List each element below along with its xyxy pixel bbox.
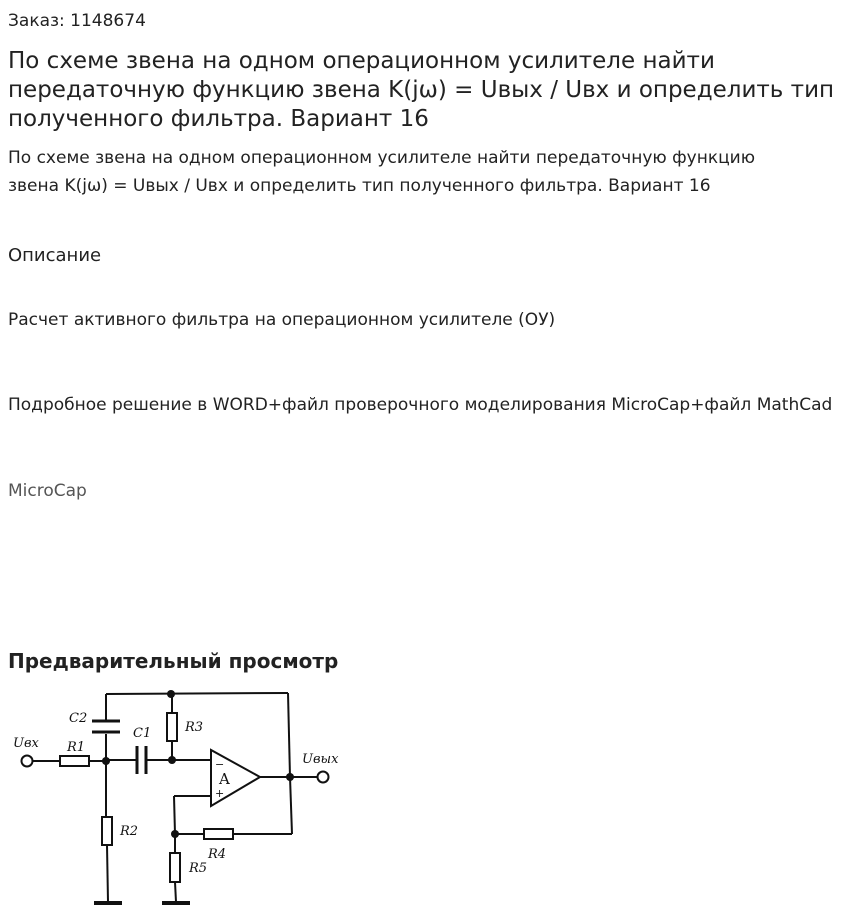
label-r1: R1 — [67, 740, 86, 755]
label-r3: R3 — [185, 720, 204, 735]
resistor-r1 — [60, 756, 89, 766]
resistor-r3 — [167, 713, 177, 741]
description-paragraph-calculation: Расчет активного фильтра на операционном усилителе (ОУ) — [8, 310, 556, 330]
label-r4: R4 — [208, 847, 227, 862]
description-label: Описание — [8, 245, 102, 266]
label-opamp: A — [219, 770, 230, 788]
label-r5: R5 — [189, 861, 208, 876]
resistor-r4 — [204, 829, 233, 839]
label-minus: − — [215, 758, 225, 771]
description-paragraph-files: Подробное решение в WORD+файл проверочного моделирования MicroCap+файл MathCad — [8, 395, 833, 415]
lead-paragraph: По схеме звена на одном операционном усилителе найти передаточную функцию звена K(jω) = Uвых / Uвх и определить тип полученного фильтра. Вариант 16 — [8, 148, 756, 196]
output-terminal — [318, 772, 329, 783]
resistor-r2 — [102, 817, 112, 845]
label-r2: R2 — [120, 824, 139, 839]
input-terminal — [22, 756, 33, 767]
microcap-link[interactable]: MicroCap — [8, 481, 87, 501]
label-plus: + — [215, 787, 225, 800]
order-number: Заказ: 1148674 — [8, 11, 146, 31]
label-uin: Uвх — [13, 736, 39, 751]
label-uout: Uвых — [302, 752, 339, 767]
circuit-schematic-image — [8, 680, 360, 916]
resistor-r5 — [170, 853, 180, 882]
label-c2: C2 — [69, 711, 88, 726]
preview-heading: Предварительный просмотр — [8, 649, 339, 673]
page-title: По схеме звена на одном операционном усилителе найти передаточную функцию звена K(jω) = Uвых / Uвх и определить тип полученного фильтра. Вариант 16 — [8, 48, 835, 132]
label-c1: C1 — [133, 726, 152, 741]
